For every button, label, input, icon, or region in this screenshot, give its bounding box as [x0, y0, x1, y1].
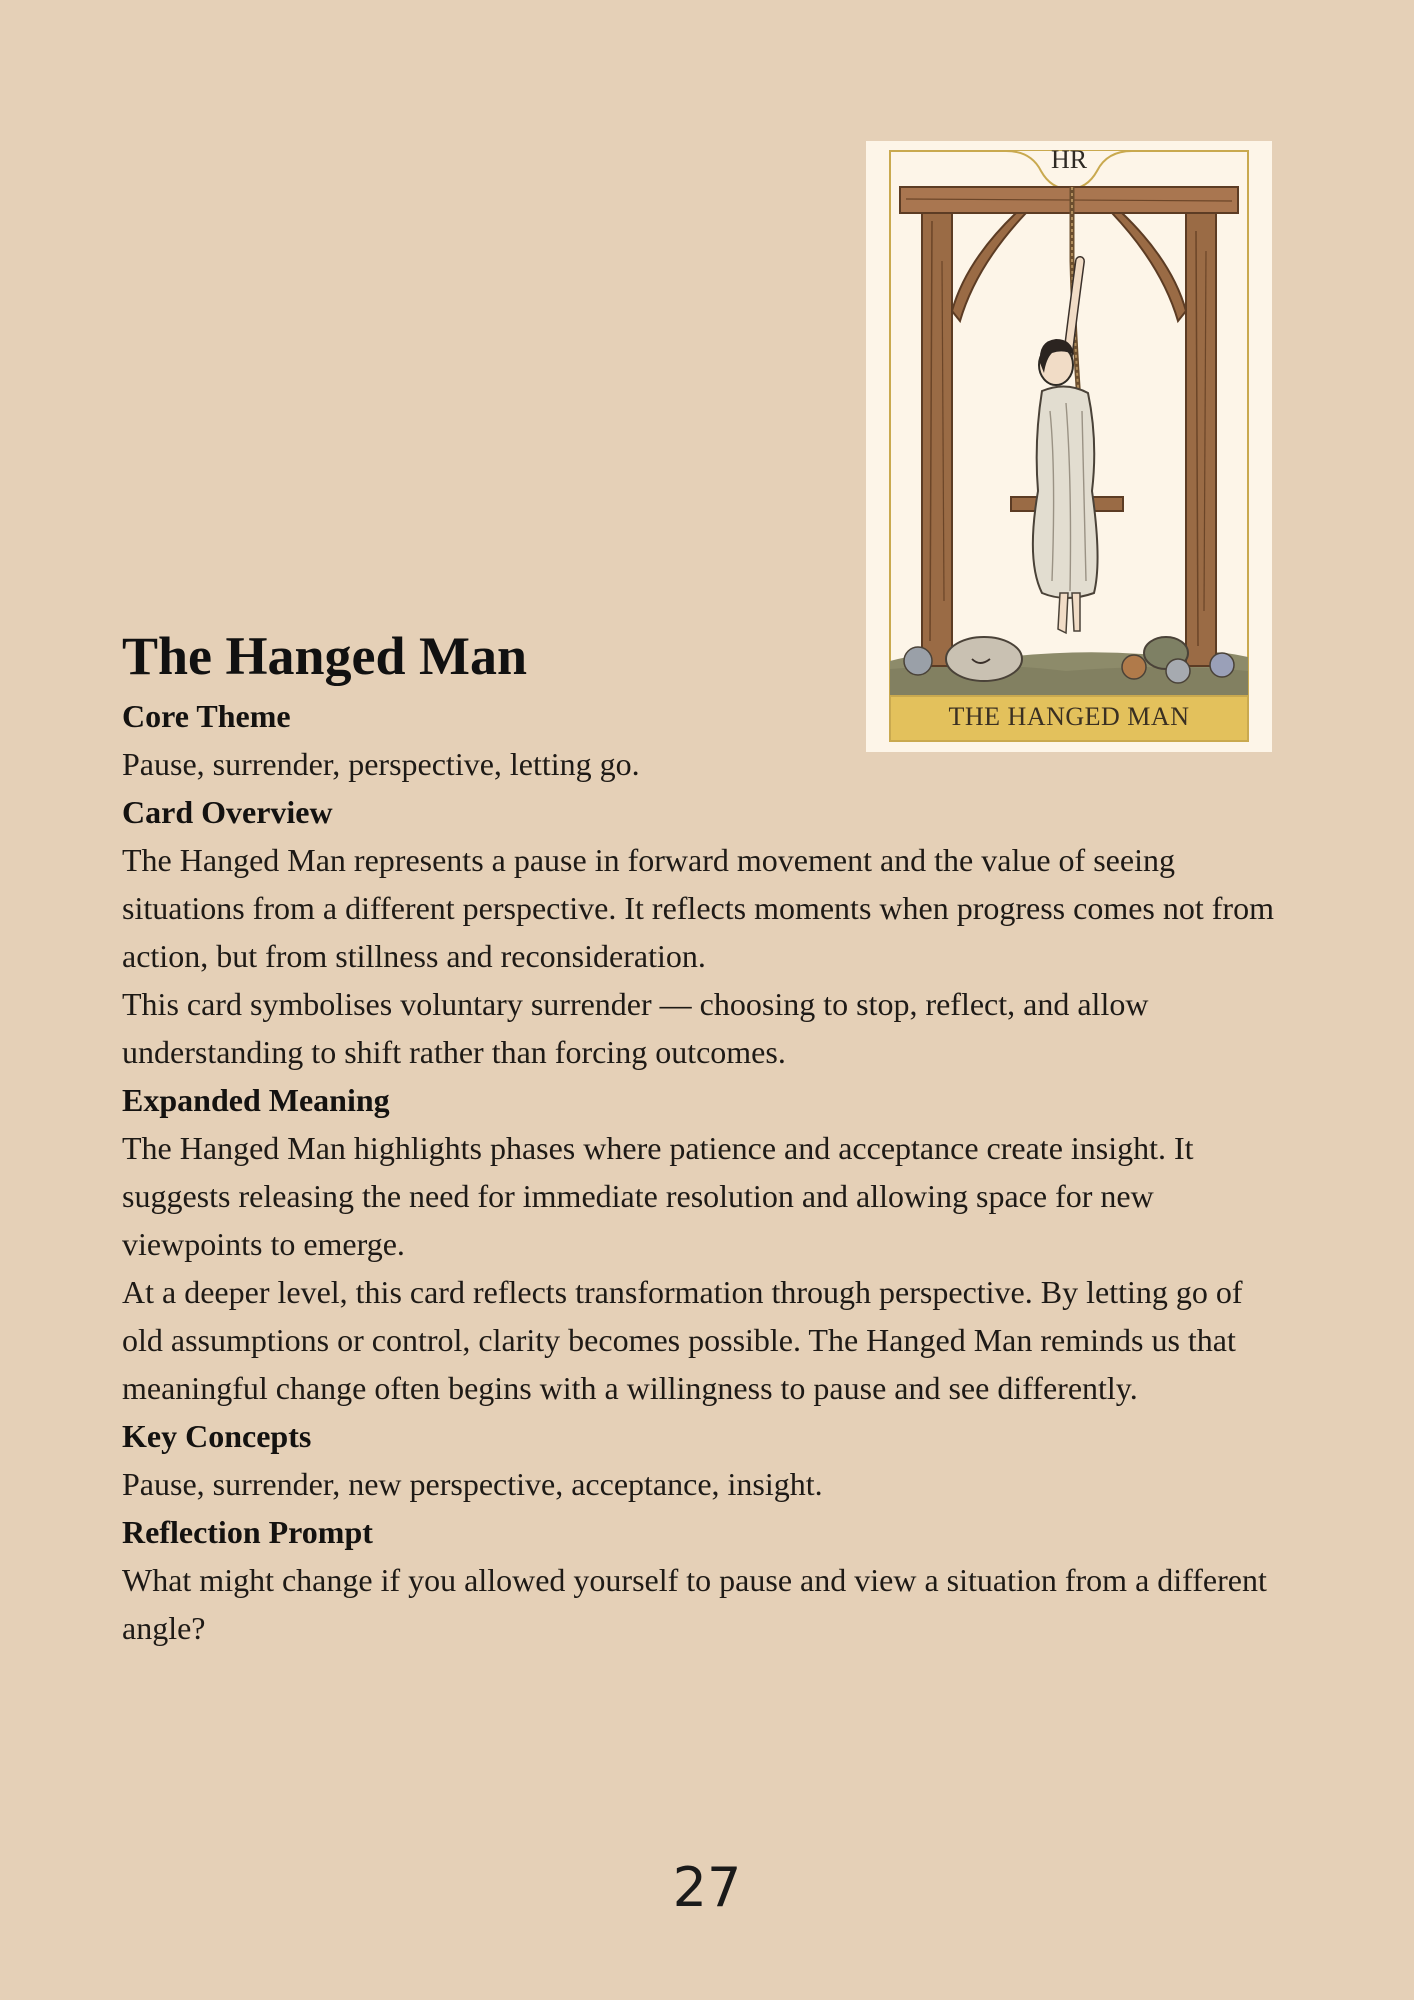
section-paragraph: What might change if you allowed yourself to pause and view a situation from a different angle? — [122, 1562, 1267, 1646]
section-heading-key-concepts: Key Concepts — [122, 1418, 312, 1454]
section-paragraph: The Hanged Man represents a pause in forward movement and the value of seeing situations from a different perspective. It reflects moments when progress comes not from action, but from stillness and reconsideration. — [122, 842, 1274, 974]
section-heading-expanded-meaning: Expanded Meaning — [122, 1082, 390, 1118]
card-monogram: HR — [1050, 145, 1088, 174]
page-number: 27 — [672, 1856, 742, 1919]
section-heading-reflection-prompt: Reflection Prompt — [122, 1514, 373, 1550]
card-title-banner: THE HANGED MAN — [948, 702, 1190, 731]
section-paragraph: At a deeper level, this card reflects transformation through perspective. By letting go of old assumptions or control, clarity becomes possible. The Hanged Man reminds us that meaningful change often begins with a willingness to pause and see differently. — [122, 1274, 1243, 1406]
page-title: The Hanged Man — [122, 626, 528, 686]
article-body — [122, 620, 1302, 1652]
section-heading-card-overview: Card Overview — [122, 794, 333, 830]
section-paragraph: This card symbolises voluntary surrender — choosing to stop, reflect, and allow understanding to shift rather than forcing outcomes. — [122, 986, 1149, 1070]
section-paragraph: Pause, surrender, perspective, letting go. — [122, 746, 640, 782]
section-paragraph: Pause, surrender, new perspective, acceptance, insight. — [122, 1466, 823, 1502]
section-paragraph: The Hanged Man highlights phases where patience and acceptance create insight. It suggests releasing the need for immediate resolution and allowing space for new viewpoints to emerge. — [122, 1130, 1194, 1262]
section-heading-core-theme: Core Theme — [122, 698, 291, 734]
